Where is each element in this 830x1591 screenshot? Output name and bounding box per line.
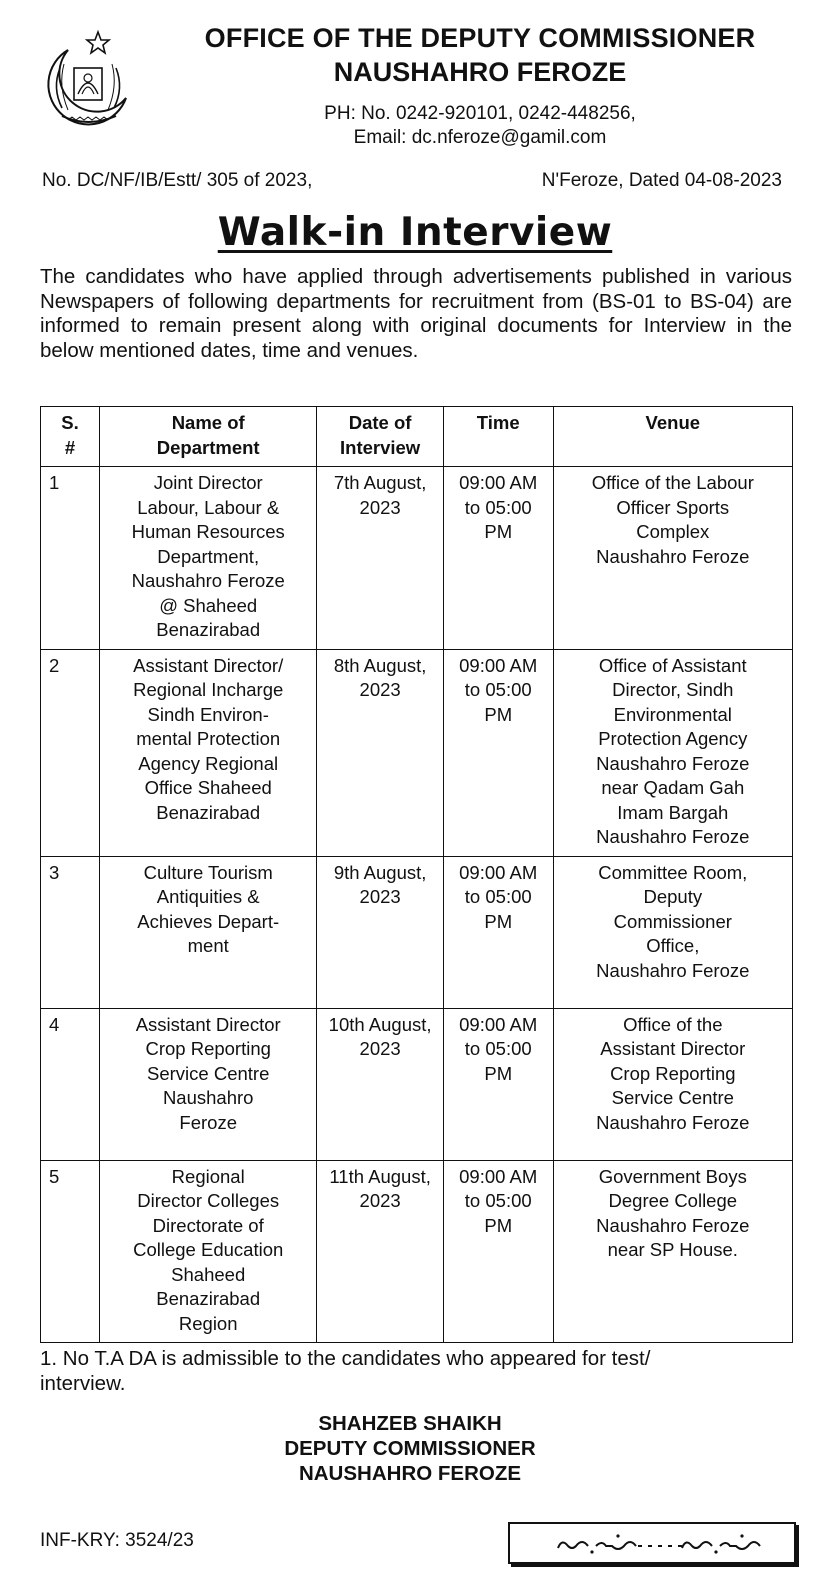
cell-date: 10th August, 2023 (317, 1008, 444, 1160)
heading-text: Walk-in Interview (217, 210, 613, 255)
note-text: 1. No T.A DA is admissible to the candidates who appeared for test/ interview. (40, 1347, 651, 1395)
cell-department: Culture Tourism Antiquities & Achieves Depart- ment (100, 856, 317, 1008)
table-row (41, 649, 793, 856)
interview-schedule-table (40, 406, 793, 1343)
cell-venue: Office of the Labour Officer Sports Complex Naushahro Feroze (553, 467, 792, 650)
cell-sno: 2 (41, 649, 100, 856)
cell-time: 09:00 AM to 05:00 PM (443, 467, 553, 650)
header-venue: Venue (553, 407, 792, 467)
table-row (41, 1008, 793, 1160)
cell-department: Regional Director Colleges Directorate of College Education Shaheed Benazirabad Region (100, 1160, 317, 1343)
cell-venue: Office of the Assistant Director Crop Reporting Service Centre Naushahro Feroze (553, 1008, 792, 1160)
cell-time: 09:00 AM to 05:00 PM (443, 1160, 553, 1343)
intro-paragraph: The candidates who have applied through advertisements published in various Newspapers of following departments for recruitment from (BS-01 to BS-04) are informed to remain present along with original documents for Interview in the below mentioned dates, time and venues. (40, 265, 792, 362)
cell-sno: 5 (41, 1160, 100, 1343)
phone-numbers: PH: No. 0242-920101, 0242-448256, (324, 103, 636, 124)
office-title: OFFICE OF THE DEPUTY COMMISSIONER (204, 23, 756, 53)
cell-venue: Committee Room, Deputy Commissioner Office, Naushahro Feroze (553, 856, 792, 1008)
cell-venue: Government Boys Degree College Naushahro Feroze near SP House. (553, 1160, 792, 1343)
office-location: NAUSHAHRO FEROZE (333, 57, 627, 87)
cell-department: Assistant Director/ Regional Incharge Sindh Environ- mental Protection Agency Regional Office Shaheed Benazirabad (100, 649, 317, 856)
header-time: Time (443, 407, 553, 467)
cell-venue: Office of Assistant Director, Sindh Environmental Protection Agency Naushahro Feroze near Qadam Gah Imam Bargah Naushahro Feroze (553, 649, 792, 856)
table-row (41, 1160, 793, 1343)
header-department: Name of Department (100, 407, 317, 467)
page-heading (0, 210, 830, 255)
cell-date: 8th August, 2023 (317, 649, 444, 856)
cell-date: 7th August, 2023 (317, 467, 444, 650)
issue-date: N'Feroze, Dated 04-08-2023 (541, 170, 782, 191)
table-row (41, 856, 793, 1008)
cell-sno: 3 (41, 856, 100, 1008)
cell-sno: 1 (41, 467, 100, 650)
cell-sno: 4 (41, 1008, 100, 1160)
cell-time: 09:00 AM to 05:00 PM (443, 856, 553, 1008)
table-header-row (41, 407, 793, 467)
signatory-designation: DEPUTY COMMISSIONER (284, 1437, 536, 1460)
table-row (41, 467, 793, 650)
signatory-location: NAUSHAHRO FEROZE (298, 1462, 522, 1485)
signatory-name: SHAHZEB SHAIKH (318, 1412, 502, 1435)
cell-department: Joint Director Labour, Labour & Human Resources Department, Naushahro Feroze @ Shaheed Benazirabad (100, 467, 317, 650)
reference-number: No. DC/NF/IB/Estt/ 305 of 2023, (42, 170, 313, 191)
email-address: Email: dc.nferoze@gamil.com (353, 127, 607, 148)
sindhi-slogan-box (508, 1522, 796, 1564)
sindh-government-emblem-icon (38, 28, 138, 138)
header-date: Date of Interview (317, 407, 444, 467)
header-sno: S. # (41, 407, 100, 467)
cell-time: 09:00 AM to 05:00 PM (443, 1008, 553, 1160)
cell-date: 9th August, 2023 (317, 856, 444, 1008)
cell-department: Assistant Director Crop Reporting Service Centre Naushahro Feroze (100, 1008, 317, 1160)
sindhi-slogan-script-icon (510, 1524, 794, 1562)
cell-date: 11th August, 2023 (317, 1160, 444, 1343)
cell-time: 09:00 AM to 05:00 PM (443, 649, 553, 856)
inf-number: INF-KRY: 3524/23 (40, 1530, 194, 1551)
